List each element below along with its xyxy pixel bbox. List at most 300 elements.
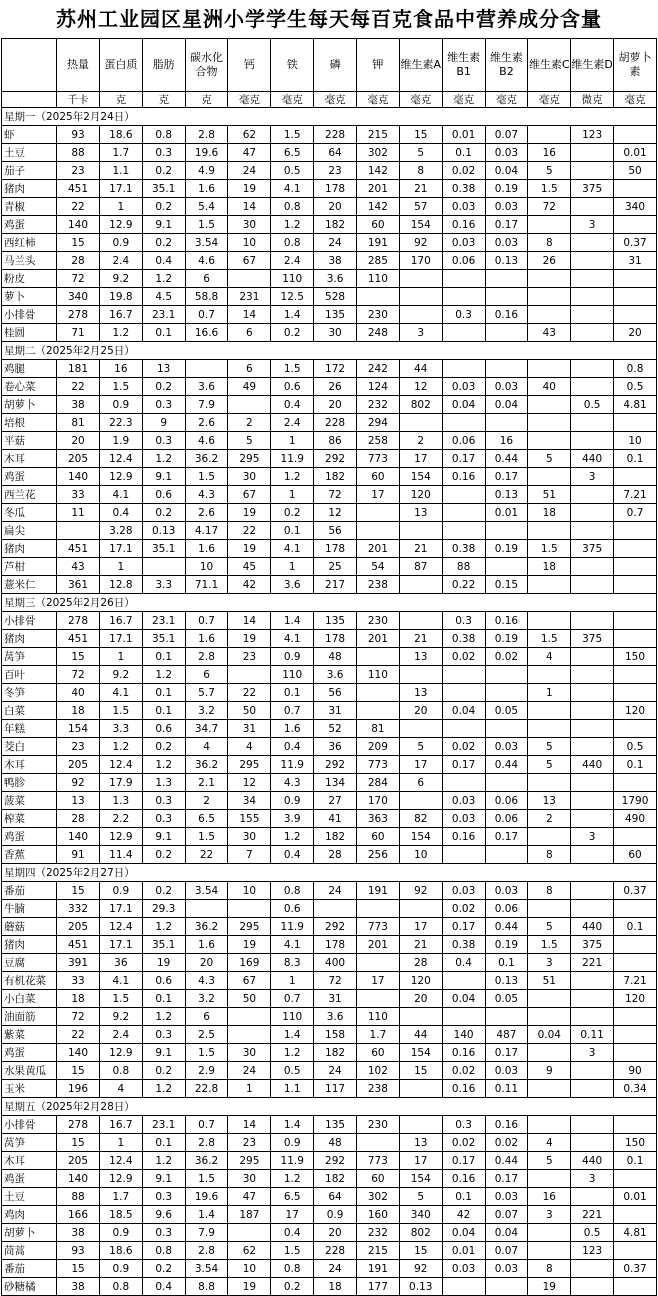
value-cell: 19 [228,504,271,522]
value-cell: 201 [356,180,399,198]
value-cell: 0.1 [142,324,185,342]
value-cell: 47 [228,144,271,162]
value-cell: 0.2 [142,234,185,252]
value-cell: 17.1 [99,180,142,198]
value-cell: 170 [399,252,442,270]
value-cell [442,720,485,738]
value-cell: 3 [399,324,442,342]
value-cell: 20 [185,954,228,972]
value-cell: 0.03 [485,144,528,162]
value-cell: 17.1 [99,540,142,558]
value-cell [528,414,571,432]
value-cell: 38 [314,252,357,270]
page-title: 苏州工业园区星洲小学学生每天每百克食品中营养成分含量 [56,7,602,31]
value-cell: 256 [356,846,399,864]
value-cell: 9.1 [142,828,185,846]
value-cell [614,126,657,144]
value-cell: 23.1 [142,306,185,324]
value-cell: 205 [57,756,100,774]
value-cell: 31 [228,720,271,738]
value-cell: 5 [528,450,571,468]
value-cell [485,666,528,684]
value-cell: 7.21 [614,486,657,504]
value-cell: 124 [356,378,399,396]
food-name-cell: 白菜 [2,702,57,720]
value-cell [614,1206,657,1224]
column-header: 蛋白质 [99,39,142,92]
value-cell: 11 [57,504,100,522]
value-cell [571,612,614,630]
value-cell: 12.9 [99,216,142,234]
value-cell: 0.16 [442,1044,485,1062]
value-cell: 0.03 [442,1260,485,1278]
table-row [2,558,657,576]
value-cell: 1.5 [185,1044,228,1062]
food-name-cell: 小排骨 [2,1116,57,1134]
value-cell: 12.9 [99,1170,142,1188]
value-cell: 33 [57,486,100,504]
value-cell: 0.3 [142,432,185,450]
value-cell [571,270,614,288]
value-cell: 31 [314,702,357,720]
table-row [2,954,657,972]
value-cell: 20 [57,432,100,450]
value-cell: 0.04 [485,396,528,414]
value-cell [614,1116,657,1134]
value-cell: 6.5 [271,1188,314,1206]
food-name-cell: 莴笋 [2,648,57,666]
food-name-cell: 油面筋 [2,1008,57,1026]
table-row [2,468,657,486]
value-cell: 36.2 [185,1152,228,1170]
value-cell [614,216,657,234]
value-cell: 332 [57,900,100,918]
value-cell: 13 [399,648,442,666]
value-cell: 8 [528,234,571,252]
value-cell: 0.4 [271,396,314,414]
value-cell: 12.4 [99,1152,142,1170]
value-cell: 17.1 [99,630,142,648]
food-name-cell: 紫菜 [2,1026,57,1044]
value-cell: 1.5 [185,468,228,486]
value-cell: 0.16 [485,1116,528,1134]
value-cell [614,180,657,198]
value-cell: 0.9 [271,648,314,666]
value-cell: 292 [314,1152,357,1170]
value-cell: 60 [614,846,657,864]
value-cell: 0.05 [485,990,528,1008]
value-cell: 400 [314,954,357,972]
value-cell: 36.2 [185,756,228,774]
value-cell: 0.9 [271,1134,314,1152]
value-cell [399,522,442,540]
value-cell: 238 [356,1080,399,1098]
value-cell: 67 [228,252,271,270]
value-cell: 19.6 [185,1188,228,1206]
column-header [2,39,57,92]
value-cell: 21 [399,540,442,558]
value-cell: 375 [571,630,614,648]
food-name-cell: 粉皮 [2,270,57,288]
value-cell: 6 [185,1008,228,1026]
value-cell: 20 [614,324,657,342]
value-cell: 22.3 [99,414,142,432]
table-row [2,288,657,306]
value-cell: 0.01 [442,126,485,144]
value-cell: 43 [57,558,100,576]
value-cell: 0.3 [142,1026,185,1044]
value-cell [485,684,528,702]
value-cell [442,324,485,342]
value-cell [571,522,614,540]
value-cell: 0.5 [271,1062,314,1080]
value-cell [356,954,399,972]
value-cell: 4.1 [271,936,314,954]
value-cell: 0.07 [485,1206,528,1224]
value-cell: 0.16 [442,828,485,846]
value-cell: 340 [57,288,100,306]
value-cell [614,774,657,792]
value-cell: 0.17 [442,450,485,468]
value-cell [485,522,528,540]
value-cell: 93 [57,1242,100,1260]
value-cell: 1.6 [185,630,228,648]
value-cell [571,648,614,666]
food-name-cell: 小白菜 [2,990,57,1008]
value-cell: 23 [57,162,100,180]
value-cell: 13 [528,792,571,810]
value-cell [356,1134,399,1152]
value-cell: 11.9 [271,918,314,936]
food-name-cell: 猪肉 [2,630,57,648]
value-cell: 0.03 [485,234,528,252]
value-cell: 6 [185,270,228,288]
value-cell: 4 [99,1080,142,1098]
value-cell: 1.5 [185,216,228,234]
value-cell: 4 [228,738,271,756]
unit-cell: 毫克 [399,92,442,108]
value-cell: 18.5 [99,1206,142,1224]
value-cell: 178 [314,630,357,648]
value-cell: 0.19 [485,936,528,954]
table-row [2,270,657,288]
value-cell: 62 [228,1242,271,1260]
unit-cell: 毫克 [485,92,528,108]
value-cell [528,1224,571,1242]
value-cell: 1 [99,648,142,666]
value-cell [356,900,399,918]
value-cell: 142 [356,162,399,180]
value-cell: 62 [228,126,271,144]
value-cell [442,774,485,792]
value-cell: 6 [399,774,442,792]
value-cell: 0.1 [142,1134,185,1152]
table-row [2,1062,657,1080]
value-cell [528,702,571,720]
value-cell [614,1008,657,1026]
value-cell [399,900,442,918]
value-cell: 0.4 [142,1278,185,1296]
value-cell: 1.5 [271,360,314,378]
value-cell: 1 [271,558,314,576]
value-cell: 375 [571,540,614,558]
table-row [2,1278,657,1296]
value-cell: 391 [57,954,100,972]
value-cell: 9.2 [99,270,142,288]
value-cell [571,414,614,432]
value-cell: 0.9 [99,1224,142,1242]
value-cell [228,900,271,918]
value-cell: 11.9 [271,450,314,468]
value-cell: 19 [228,936,271,954]
value-cell [571,702,614,720]
value-cell: 1 [99,1134,142,1152]
value-cell: 110 [356,1008,399,1026]
value-cell: 0.05 [485,702,528,720]
value-cell: 92 [399,882,442,900]
table-row [2,630,657,648]
value-cell [571,792,614,810]
food-name-cell: 百叶 [2,666,57,684]
value-cell: 88 [57,1188,100,1206]
value-cell: 0.07 [485,1242,528,1260]
value-cell: 3.54 [185,882,228,900]
value-cell: 182 [314,468,357,486]
food-name-cell: 年糕 [2,720,57,738]
table-row [2,198,657,216]
value-cell: 0.4 [142,252,185,270]
table-row [2,1044,657,1062]
food-name-cell: 水果黄瓜 [2,1062,57,1080]
value-cell [571,846,614,864]
value-cell: 0.03 [485,1062,528,1080]
value-cell: 4 [528,1134,571,1152]
value-cell: 0.02 [442,1062,485,1080]
value-cell: 440 [571,756,614,774]
table-row [2,1116,657,1134]
value-cell: 0.9 [99,1260,142,1278]
value-cell: 0.44 [485,918,528,936]
value-cell: 284 [356,774,399,792]
value-cell: 45 [228,558,271,576]
value-cell: 0.2 [142,1260,185,1278]
value-cell: 11.9 [271,1152,314,1170]
table-row [2,324,657,342]
table-row [2,450,657,468]
value-cell [571,666,614,684]
value-cell: 8 [528,1260,571,1278]
value-cell: 140 [57,468,100,486]
value-cell: 17 [356,972,399,990]
value-cell: 0.04 [528,1026,571,1044]
value-cell: 232 [356,1224,399,1242]
value-cell [614,666,657,684]
value-cell: 0.02 [442,900,485,918]
value-cell: 0.5 [271,162,314,180]
value-cell: 3.54 [185,1260,228,1278]
value-cell: 4.1 [99,972,142,990]
value-cell: 4.1 [99,486,142,504]
value-cell: 10 [228,1260,271,1278]
value-cell [442,504,485,522]
value-cell: 248 [356,324,399,342]
food-name-cell: 土豆 [2,1188,57,1206]
value-cell [528,1044,571,1062]
value-cell: 0.1 [142,990,185,1008]
value-cell: 440 [571,450,614,468]
value-cell: 0.04 [485,1224,528,1242]
value-cell: 19.8 [99,288,142,306]
value-cell: 64 [314,1188,357,1206]
value-cell: 87 [399,558,442,576]
value-cell: 0.2 [142,1062,185,1080]
table-row [2,360,657,378]
value-cell: 1.2 [271,828,314,846]
value-cell: 5 [399,1188,442,1206]
value-cell: 47 [228,1188,271,1206]
table-row [2,432,657,450]
food-name-cell: 茄子 [2,162,57,180]
value-cell: 26 [528,252,571,270]
value-cell: 5.7 [185,684,228,702]
value-cell: 16.7 [99,306,142,324]
value-cell: 0.11 [571,1026,614,1044]
value-cell: 0.7 [185,1116,228,1134]
value-cell: 90 [614,1062,657,1080]
value-cell: 19.6 [185,144,228,162]
food-name-cell: 猪肉 [2,540,57,558]
value-cell: 0.02 [442,738,485,756]
value-cell [571,198,614,216]
value-cell [528,1008,571,1026]
value-cell [442,846,485,864]
value-cell: 0.17 [485,216,528,234]
value-cell [614,954,657,972]
food-name-cell: 冬瓜 [2,504,57,522]
value-cell: 2.8 [185,126,228,144]
food-name-cell: 鸡肉 [2,1206,57,1224]
value-cell [185,360,228,378]
value-cell: 17 [399,1152,442,1170]
column-header: 维生素B1 [442,39,485,92]
value-cell: 12.4 [99,756,142,774]
value-cell: 0.4 [271,738,314,756]
value-cell: 1.5 [528,180,571,198]
value-cell: 24 [314,882,357,900]
food-name-cell: 虾 [2,126,57,144]
value-cell: 9.2 [99,1008,142,1026]
value-cell: 41 [314,810,357,828]
value-cell: 302 [356,144,399,162]
column-header: 磷 [314,39,357,92]
table-row [2,756,657,774]
value-cell: 0.4 [271,1224,314,1242]
value-cell: 0.6 [142,972,185,990]
value-cell: 0.44 [485,1152,528,1170]
value-cell: 160 [356,1206,399,1224]
value-cell: 0.1 [271,684,314,702]
value-cell: 0.02 [442,648,485,666]
value-cell: 0.02 [442,1134,485,1152]
value-cell [571,486,614,504]
value-cell: 1.1 [271,1080,314,1098]
day-header-row [2,1098,657,1116]
value-cell: 155 [228,810,271,828]
value-cell [571,288,614,306]
value-cell: 1.2 [271,468,314,486]
value-cell: 0.19 [485,180,528,198]
value-cell [614,684,657,702]
value-cell: 0.16 [442,1080,485,1098]
value-cell: 13 [399,684,442,702]
value-cell [571,234,614,252]
value-cell: 30 [228,216,271,234]
value-cell: 0.6 [271,378,314,396]
value-cell: 773 [356,918,399,936]
value-cell: 120 [614,990,657,1008]
value-cell: 31 [314,990,357,1008]
table-row [2,396,657,414]
value-cell: 20 [399,702,442,720]
value-cell: 4.5 [142,288,185,306]
value-cell: 0.16 [485,612,528,630]
value-cell: 24 [314,234,357,252]
value-cell: 1.2 [271,216,314,234]
value-cell: 4 [528,648,571,666]
table-row [2,504,657,522]
value-cell [485,1008,528,1026]
value-cell: 10 [399,846,442,864]
value-cell: 1.5 [271,1242,314,1260]
value-cell: 1 [528,684,571,702]
food-name-cell: 小排骨 [2,612,57,630]
value-cell [614,414,657,432]
value-cell: 0.02 [485,648,528,666]
nutrition-table [1,38,657,1296]
value-cell: 50 [228,702,271,720]
value-cell: 2.6 [185,414,228,432]
value-cell [614,612,657,630]
value-cell: 0.1 [142,684,185,702]
value-cell: 3 [571,1170,614,1188]
value-cell: 24 [228,1062,271,1080]
value-cell: 18 [528,558,571,576]
value-cell: 86 [314,432,357,450]
value-cell [528,1080,571,1098]
value-cell: 18 [57,702,100,720]
table-row [2,144,657,162]
value-cell [142,558,185,576]
value-cell: 8.3 [271,954,314,972]
value-cell: 17 [399,450,442,468]
value-cell: 34 [228,792,271,810]
value-cell [442,1008,485,1026]
unit-cell: 克 [185,92,228,108]
value-cell: 302 [356,1188,399,1206]
value-cell: 0.2 [142,846,185,864]
food-name-cell: 砂糖橘 [2,1278,57,1296]
value-cell: 201 [356,540,399,558]
day-header-row [2,108,657,126]
value-cell: 278 [57,612,100,630]
value-cell: 1.6 [185,180,228,198]
value-cell: 0.03 [442,882,485,900]
value-cell: 110 [271,1008,314,1026]
table-row [2,126,657,144]
value-cell: 2.1 [185,774,228,792]
value-cell: 18 [314,1278,357,1296]
column-header: 维生素B2 [485,39,528,92]
